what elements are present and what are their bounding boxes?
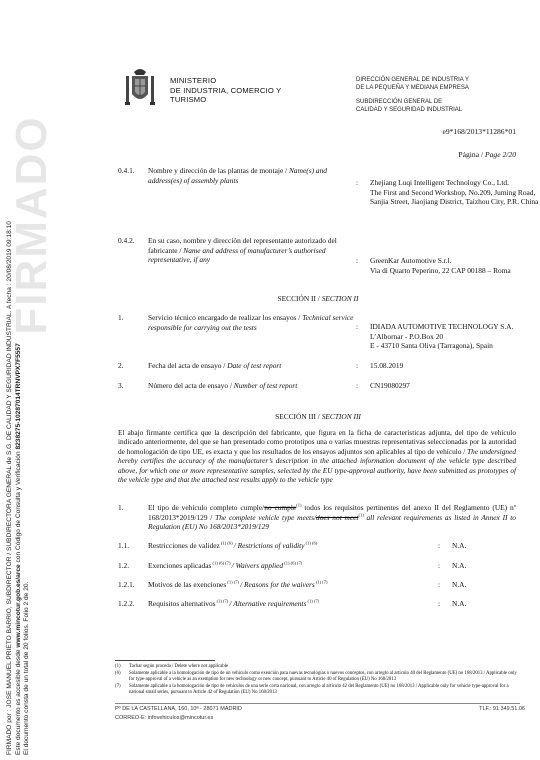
section-iii-title: SECCIÓN III / SECTION III: [275, 412, 361, 421]
footer-email[interactable]: CORREO-E: infovehiculos@mincotur.es: [115, 715, 214, 721]
approval-reference: e9*168/2013*11286*01: [442, 127, 516, 136]
footnote-1: (1) Tachar según proceda / Delete where not applicable: [115, 664, 229, 669]
footer-address-row: [115, 706, 525, 712]
verification-url[interactable]: www.mincotur.gob.es/arce: [14, 564, 22, 648]
side-line-verification: Este documento es accesible desde www.mincotur.gob.es/arce con Código de Consulta y Verificación 8238275-10287014TRNVPX7F5557: [14, 343, 22, 755]
footnotes: [115, 660, 520, 697]
footer-divider: [115, 703, 520, 704]
firmado-watermark: FIRMADO: [7, 115, 56, 335]
coat-of-arms-icon: [122, 66, 158, 110]
directorate-name: DIRECCIÓN GENERAL DE INDUSTRIA Y DE LA PEQUEÑA Y MEDIANA EMPRESA SUBDIRECCIÓN GENERAL DE CALIDAD Y SEGURIDAD INDUSTRIAL: [356, 77, 470, 113]
signature-side-text: [6, 55, 32, 755]
footnote-6: (6) Solamente aplicable a la homologación de tipo de un vehículo como exención para nuevas tecnologías o nuevos conceptos, con arreglo al artículo 40 del Reglamento (UE) no 168/2013 / Applicable only for type-approval of a vehicle as an exemption for new technology or new concept, pursuant to Article 40 of Regulation (EU) No 168/2013: [115, 670, 517, 682]
signature-side-stamp: [0, 0, 56, 760]
certification-paragraph: El abajo firmante certifica que la descripción del fabricante, que figura en la ficha de características adjunta, del tipo de vehículo indicado anteriormente, del que se han presentado como prototipos una o varias muestras representativas seleccionadas por la autoridad de homologación de tipo UE, es exacta y que los resultados de los ensayos adjuntos son aplicables al tipo de vehículo / The undersigned hereby certifies the accuracy of the manufacturer’s description in the attached information document of the vehicle type described above, for which one or more representative samples, selected by the EU type-approval authority, have been submitted as prototypes of the vehicle type and that the attached test results apply to the vehicle type: [118, 428, 516, 485]
ministry-name: MINISTERIO DE INDUSTRIA, COMERCIO Y TURISMO: [170, 76, 282, 104]
side-line-signer: FIRMADO por : JOSE MANUEL PRIETO BARRIO, SUBDIRECTOR / SUBDIRECTORA GENERAL de S.G. DE CALIDAD Y SEGURIDAD INDUSTRIAL. A fecha : 20/08/2019 09:18:10: [6, 221, 13, 755]
verification-code: 8238275-10287014TRNVPX7F5557: [14, 343, 22, 450]
side-line-folios: El documento consta de un total de 20 folios. Folio 2 de 20.: [23, 581, 31, 755]
page-number: Página / Page 2/20: [458, 150, 516, 159]
footer-phone: TLF.: 91 349.51.06: [479, 706, 525, 712]
footer-address: Pº DE LA CASTELLANA, 160, 10ª - 28071 MADRID: [115, 706, 242, 712]
section-ii-title: SECCIÓN II / SECTION II: [277, 294, 359, 303]
footnote-7: (7) Solamente aplicable a la homologación de tipo de vehículos de una serie corta nacional, con arreglo al artículo 42 del Reglamento (UE) no 168/2013 / Applicable only for vehicle type-approval for a national small series, pursuant to Article 42 of Regulation (EU) No 168/2013: [115, 683, 509, 695]
